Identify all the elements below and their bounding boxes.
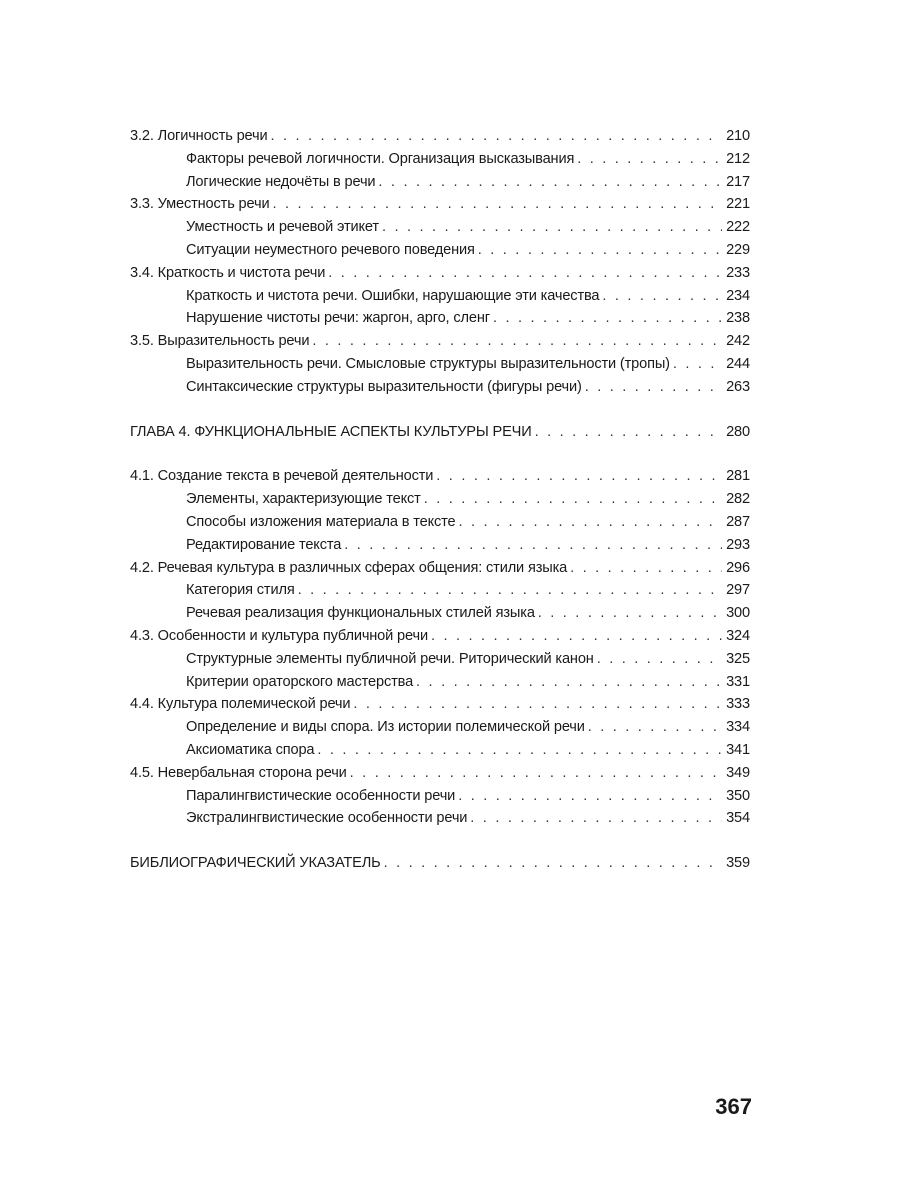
toc-entry-page: 333 xyxy=(726,696,750,713)
dot-leader xyxy=(436,468,722,484)
toc-entry-section xyxy=(130,196,750,219)
toc-entry-page: 238 xyxy=(726,310,750,327)
toc-entry-sub xyxy=(130,719,750,742)
toc-entry-page: 334 xyxy=(726,719,750,736)
toc-entry-sub xyxy=(130,242,750,265)
toc-entry-page: 297 xyxy=(726,582,750,599)
toc-entry-page: 212 xyxy=(726,150,750,167)
dot-leader xyxy=(431,628,722,644)
dot-leader xyxy=(538,605,722,621)
toc-entry-page: 293 xyxy=(726,536,750,553)
toc-entry-sub xyxy=(130,514,750,537)
toc-entry-title: Ситуации неуместного речевого поведения xyxy=(186,241,475,258)
toc-entry-sub xyxy=(130,356,750,379)
toc-entry-sub xyxy=(130,651,750,674)
toc-entry-page: 280 xyxy=(726,423,750,440)
toc-entry-page: 229 xyxy=(726,241,750,258)
toc-entry-page: 324 xyxy=(726,627,750,644)
toc-entry-section xyxy=(130,333,750,356)
dot-leader xyxy=(570,560,722,576)
dot-leader xyxy=(493,310,722,326)
toc-entry-title: Способы изложения материала в тексте xyxy=(186,513,456,530)
dot-leader xyxy=(424,491,722,507)
toc-entry-page: 242 xyxy=(726,333,750,350)
toc-entry-title: Аксиоматика спора xyxy=(186,741,315,758)
toc-entry-page: 233 xyxy=(726,264,750,281)
toc-entry-title: 4.1. Создание текста в речевой деятельности xyxy=(130,468,434,485)
toc-entry-title: Паралингвистические особенности речи xyxy=(186,787,456,804)
toc-entry-section xyxy=(130,128,750,151)
toc-entry-section xyxy=(130,765,750,788)
toc-entry-sub xyxy=(130,742,750,765)
toc-entry-sub xyxy=(130,219,750,242)
toc-entry-title: Категория стиля xyxy=(186,582,295,599)
table-of-contents xyxy=(130,128,750,878)
toc-entry-title: Факторы речевой логичности. Организация высказывания xyxy=(186,150,575,167)
dot-leader xyxy=(470,810,722,826)
toc-spacer xyxy=(130,402,750,424)
toc-entry-sub xyxy=(130,174,750,197)
toc-entry-sub xyxy=(130,288,750,311)
toc-entry-title: БИБЛИОГРАФИЧЕСКИЙ УКАЗАТЕЛЬ xyxy=(130,855,381,872)
toc-entry-title: ГЛАВА 4. ФУНКЦИОНАЛЬНЫЕ АСПЕКТЫ КУЛЬТУРЫ РЕЧИ xyxy=(130,423,532,440)
toc-entry-sub xyxy=(130,582,750,605)
toc-entry-title: Элементы, характеризующие текст xyxy=(186,491,421,508)
toc-entry-section xyxy=(130,560,750,583)
toc-entry-page: 349 xyxy=(726,764,750,781)
dot-leader xyxy=(298,582,723,598)
dot-leader xyxy=(384,855,723,871)
toc-entry-title: 3.5. Выразительность речи xyxy=(130,333,310,350)
dot-leader xyxy=(272,196,722,212)
toc-entry-title: Синтаксические структуры выразительности (фигуры речи) xyxy=(186,378,582,395)
toc-entry-title: Выразительность речи. Смысловые структуры выразительности (тропы) xyxy=(186,355,670,372)
toc-entry-title: 3.3. Уместность речи xyxy=(130,196,270,213)
dot-leader xyxy=(328,265,722,281)
dot-leader xyxy=(458,788,722,804)
toc-entry-sub xyxy=(130,537,750,560)
dot-leader xyxy=(344,537,722,553)
dot-leader xyxy=(416,674,722,690)
toc-entry-page: 244 xyxy=(726,355,750,372)
toc-entry-sub xyxy=(130,788,750,811)
dot-leader xyxy=(577,151,722,167)
toc-entry-page: 354 xyxy=(726,810,750,827)
dot-leader xyxy=(597,651,722,667)
toc-entry-page: 282 xyxy=(726,491,750,508)
toc-entry-title: Краткость и чистота речи. Ошибки, нарушающие эти качества xyxy=(186,287,600,304)
dot-leader xyxy=(535,424,723,440)
toc-entry-sub xyxy=(130,151,750,174)
toc-entry-sub xyxy=(130,674,750,697)
dot-leader xyxy=(378,174,722,190)
dot-leader xyxy=(271,128,723,144)
toc-entry-title: 3.2. Логичность речи xyxy=(130,128,268,144)
toc-entry-title: Экстралингвистические особенности речи xyxy=(186,810,468,827)
toc-entry-page: 234 xyxy=(726,287,750,304)
toc-entry-title: 4.5. Невербальная сторона речи xyxy=(130,764,347,781)
toc-entry-title: Речевая реализация функциональных стилей языка xyxy=(186,605,535,622)
toc-entry-sub xyxy=(130,379,750,402)
toc-entry-title: 4.4. Культура полемической речи xyxy=(130,696,351,713)
toc-entry-sub xyxy=(130,310,750,333)
toc-entry-title: 4.2. Речевая культура в различных сферах общения: стили языка xyxy=(130,559,568,576)
toc-entry-chapter xyxy=(130,855,750,878)
toc-entry-page: 341 xyxy=(726,741,750,758)
toc-entry-title: Редактирование текста xyxy=(186,536,342,553)
toc-entry-page: 325 xyxy=(726,650,750,667)
toc-entry-page: 300 xyxy=(726,605,750,622)
toc-entry-page: 287 xyxy=(726,513,750,530)
toc-spacer xyxy=(130,833,750,855)
toc-entry-chapter xyxy=(130,424,750,447)
toc-entry-page: 359 xyxy=(726,855,750,872)
toc-entry-page: 281 xyxy=(726,468,750,485)
dot-leader xyxy=(353,696,722,712)
toc-entry-section xyxy=(130,628,750,651)
dot-leader xyxy=(382,219,722,235)
dot-leader xyxy=(585,379,722,395)
dot-leader xyxy=(317,742,722,758)
toc-entry-section xyxy=(130,696,750,719)
dot-leader xyxy=(673,356,722,372)
toc-entry-title: Логические недочёты в речи xyxy=(186,173,376,190)
dot-leader xyxy=(350,765,722,781)
toc-entry-sub xyxy=(130,810,750,833)
toc-entry-page: 331 xyxy=(726,673,750,690)
toc-spacer xyxy=(130,446,750,468)
toc-entry-section xyxy=(130,265,750,288)
toc-entry-page: 263 xyxy=(726,378,750,395)
toc-entry-title: Нарушение чистоты речи: жаргон, арго, сленг xyxy=(186,310,490,327)
toc-entry-section xyxy=(130,468,750,491)
toc-entry-page: 296 xyxy=(726,559,750,576)
dot-leader xyxy=(478,242,722,258)
toc-entry-page: 222 xyxy=(726,219,750,236)
toc-entry-page: 217 xyxy=(726,173,750,190)
toc-entry-page: 350 xyxy=(726,787,750,804)
toc-entry-title: Структурные элементы публичной речи. Риторический канон xyxy=(186,650,594,667)
toc-entry-page: 210 xyxy=(726,128,750,144)
dot-leader xyxy=(588,719,722,735)
toc-entry-sub xyxy=(130,605,750,628)
dot-leader xyxy=(602,288,722,304)
toc-entry-sub xyxy=(130,491,750,514)
toc-entry-title: 4.3. Особенности и культура публичной речи xyxy=(130,627,428,644)
toc-entry-title: 3.4. Краткость и чистота речи xyxy=(130,264,326,281)
toc-entry-title: Уместность и речевой этикет xyxy=(186,219,379,236)
page-number: 367 xyxy=(715,1094,752,1119)
dot-leader xyxy=(312,333,722,349)
toc-entry-title: Критерии ораторского мастерства xyxy=(186,673,414,690)
toc-entry-page: 221 xyxy=(726,196,750,213)
toc-entry-title: Определение и виды спора. Из истории полемической речи xyxy=(186,719,585,736)
dot-leader xyxy=(458,514,722,530)
